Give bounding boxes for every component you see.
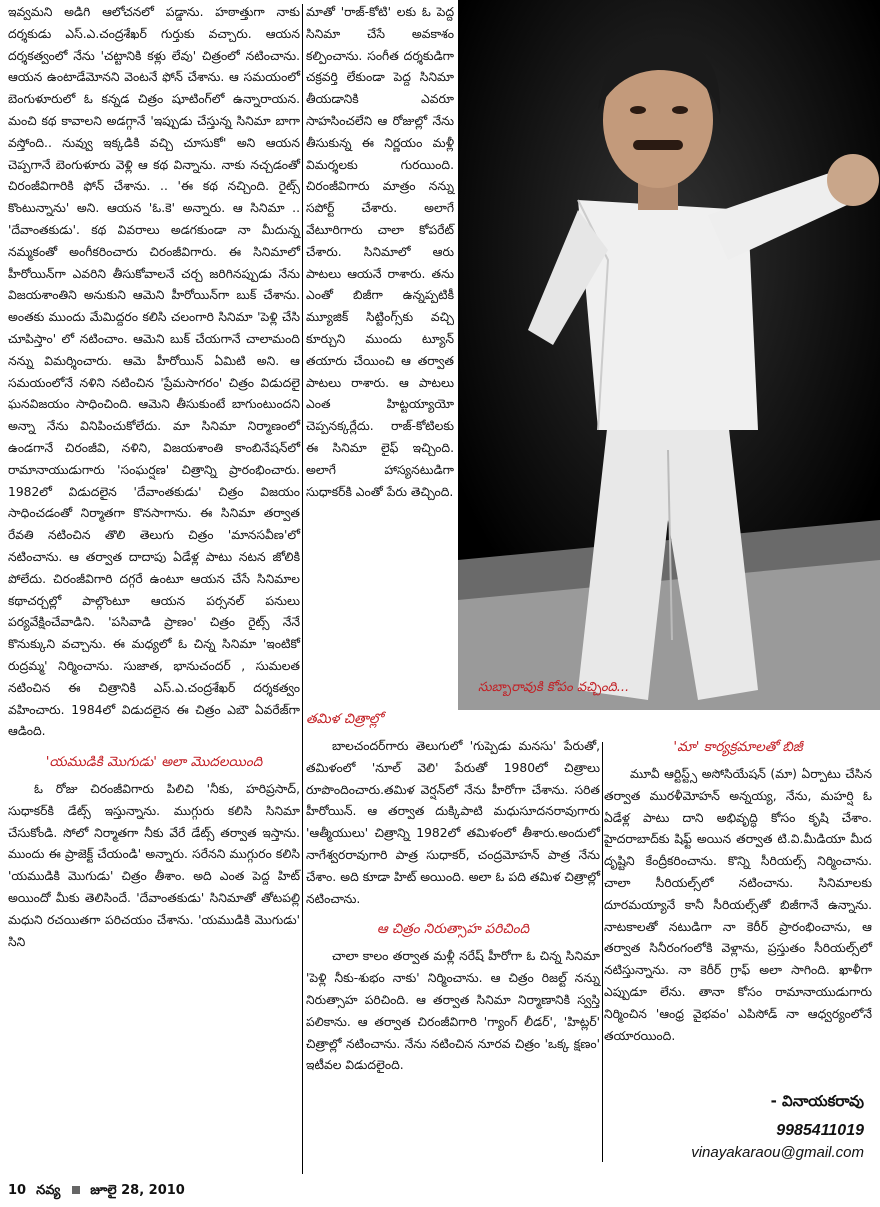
body-paragraph: మాతో 'రాజ్-కోటి' లకు ఓ పెద్ద సినిమా చేసే అవకాశం కల్పించాను. సంగీత దర్శకుడిగా చక్రవర్తి లేకుండా పెద్ద సినిమా తీయడానికి ఎవరూ సాహసించలేని ఆ రోజుల్లో నేను తీసుకున్న ఈ నిర్ణయం మళ్లీ విమర్శలకు గురయింది. చిరంజీవిగారు మాత్రం నన్ను సపోర్ట్ చేశారు. అలాగే వేటూరిగారు చాలా కోపరేట్ చేశారు. సినిమాలో ఆరు పాటలు ఆయనే రాశారు. తను ఎంతో బిజీగా ఉన్నప్పటికీ మ్యూజిక్ సిట్టింగ్స్‌కు వచ్చి కూర్చుని ముందు ట్యూన్ తయారు చేయించి ఆ తర్వాత పాటలు రాశారు. ఆ పాటలు ఎంత హిట్టయ్యాయో చెప్పనక్కర్లేదు. రాజ్-కోటిలకు ఈ సినిమా లైఫ్ ఇచ్చింది. అలాగే హాస్యనటుడిగా సుధాకర్‌కి ఎంతో పేరు తెచ్చింది. xyxy=(306,5,454,499)
author-email: vinayakaraou@gmail.com xyxy=(691,1144,864,1161)
section-heading: 'మా' కార్యక్రమాలతో బిజీ xyxy=(673,739,803,755)
section-heading: 'యముడికి మొగుడు' అలా మొదలయింది xyxy=(45,754,263,771)
column-divider xyxy=(602,742,603,1162)
body-paragraph: బాలచందర్‌గారు తెలుగులో 'గుప్పెడు మనసు' పేరుతో, తమిళంలో 'నూల్ వెలి' పేరుతో 1980లో చిత్రాలు రూపొందించారు.తమిళ వెర్షన్‌లో నేను హీరోగా చేశాను. సరిత హీరోయిన్. ఆ తర్వాత దుక్కిపాటి మధుసూదనరావుగారు 'ఆత్మీయులు' చిత్రాన్ని 1982లో తమిళంలో తీశారు.అందులో నాగేశ్వరరావుగారి పాత్ర సుధాకర్, చంద్రమోహన్ పాత్ర నేను చేశాం. అది కూడా హిట్ అయింది. అలా ఓ పది తమిళ చిత్రాల్లో నటించాను. xyxy=(306,739,600,906)
section-heading: ఆ చిత్రం నిరుత్సాహ పరిచింది xyxy=(376,921,530,938)
page-footer xyxy=(8,1183,195,1201)
magazine-name: నవ్య xyxy=(36,1183,61,1198)
article-column-3 xyxy=(604,740,872,1047)
page-number: 10 xyxy=(8,1183,27,1198)
body-paragraph: చాలా కాలం తర్వాత మళ్లీ నరేష్ హీరోగా ఓ చిన్న సినిమా 'పెళ్లి నీకు-శుభం నాకు' నిర్మించాను. ఆ చిత్రం రిజల్ట్ నన్ను నిరుత్సాహ పరిచింది. ఆ తర్వాత సినిమా నిర్మాణానికి స్వస్తి పలికాను. ఆ తర్వాత చిరంజీవిగారి 'గ్యాంగ్ లీడర్', 'హిట్లర్' చిత్రాల్లో నటించాను. నేను నటించిన నూరవ చిత్రం 'ఒక్క క్షణం' ఇటీవల విడుదలైంది. xyxy=(306,949,600,1073)
column-divider xyxy=(302,4,303,1174)
photo-caption: సుబ్బారావుకి కోపం వచ్చింది... xyxy=(478,680,630,695)
author-phone: 9985411019 xyxy=(776,1122,864,1139)
body-paragraph: ఓ రోజు చిరంజీవిగారు పిలిచి 'నీకు, హరిప్రసాద్, సుధాకర్‌కి డేట్స్ ఇస్తున్నాను. ముగ్గురు కలిసి సినిమా చేసుకోండి. సోలో నిర్మాతగా నీకు వేరే డేట్స్ తర్వాత ఇస్తాను. ముందు ఈ ప్రాజెక్ట్ చేయండి' అన్నారు. సరేనని ముగ్గురం కలిసి 'యముడికి మొగుడు' చిత్రం తీశాం. అది ఎంత పెద్ద హిట్ అయిందో మీకు తెలిసిందే. 'దేవాంతకుడు' సినిమాతో తోటపల్లి మధుని రచయితగా పరిచయం చేశాను. 'యముడికి మొగుడు' సిని xyxy=(8,782,300,949)
article-column-2-lower xyxy=(306,711,600,1077)
actor-photo-illustration xyxy=(458,0,880,710)
separator-square-icon xyxy=(72,1186,80,1194)
actor-photo xyxy=(458,0,880,710)
article-column-1 xyxy=(8,2,300,953)
section-heading: తమిళ చిత్రాల్లో xyxy=(306,711,383,727)
author-signature xyxy=(691,1092,864,1161)
body-paragraph: ఇవ్వమని అడిగి ఆలోచనలో పడ్డాను. హఠాత్తుగా నాకు దర్శకుడు ఎస్.ఎ.చంద్రశేఖర్ గుర్తుకు వచ్చారు. ఆయన దర్శకత్వంలో నేను 'చట్టానికి కళ్లు లేవు' చిత్రంలో నటించాను. ఆయన ఉంటాడేమోనని వెంటనే ఫోన్ చేశాను. ఆ సమయంలో బెంగుళూరులో ఓ కన్నడ చిత్రం షూటింగ్‌లో ఉన్నారాయన. మంచి కథ కావాలని అడగ్గానే 'ఇప్పుడు చేస్తున్న సినిమా బాగా వస్తోంది.. నువ్వు ఇక్కడికి వచ్చి చూసుకో' అని ఆయన చెప్పగానే బెంగుళూరు వెళ్లి ఆ కథ విన్నాను. నాకు నచ్చడంతో చిరంజీవిగారికి ఫోన్ చేశాను. .. 'ఈ కథ నచ్చింది. రైట్స్ కొంటున్నాను' అని. ఆయన 'ఓ.కె' అన్నారు. ఆ సినిమా .. 'దేవాంతకుడు'. కథ వివరాలు అడగకుండా నా మీదున్న నమ్మకంతో అంగీకరించారు చిరంజీవిగారు. ఈ సినిమాలో హీరోయిన్‌గా ఎవరిని తీసుకోవాలనే చర్చ జరిగినప్పుడు నేను విజయశాంతిని అనుకుని ఆమెని హీరోయిన్‌గా బుక్ చేశాను. అంతకు ముందు మేమిద్దరం కలిసి చలంగారి సినిమా 'పెళ్లి చేసి చూపిస్తాం' లో నటించాం. ఆమెని బుక్ చేయగానే చాలామంది నన్ను విమర్శించారు. ఆమె హీరోయిన్ ఏమిటి అని. ఆ సమయంలోనే నళిని నటించిన 'ప్రేమసాగరం' చిత్రం విడుదలై ఘనవిజయం సాధించింది. ఆమెని తీసుకుంటే బాగుంటుందని అన్నా నేను వినిపించుకోలేదు. మా సినిమా నిర్మాణంలో ఉండగానే చిరంజీవి, నళిని, విజయశాంతి కాంబినేషన్‌లో రామానాయుడుగారు 'సంఘర్షణ' చిత్రాన్ని ప్రారంభించారు. 1982లో విడుదలైన 'దేవాంతకుడు' చిత్రం విజయం సాధించడంతో నిర్మాతగా కొనసాగాను. ఈ సినిమా తర్వాత రేవతి నటించిన తొలి తెలుగు చిత్రం 'మానసవీణ'లో నటించాను. ఆ తర్వాత దాదాపు ఏడేళ్ల పాటు నటన జోలికి పోలేదు. చిరంజీవిగారి దగ్గరే ఉంటూ ఆయన చేసే సినిమాల కథాచర్చల్లో పాల్గొంటూ ఆయన పర్సనల్ పనులు పర్యవేక్షించేవాడిని. 'పసివాడి ప్రాణం' చిత్రం రైట్స్ నేనే కొనుక్కుని వచ్చాను. ఈ మధ్యలో ఓ చిన్న సినిమా 'ఇంటికో రుద్రమ్మ' నిర్మించాను. సుజాత, భానుచందర్ , సుమలత నటించిన ఈ చిత్రానికి ఎస్.ఎ.చంద్రశేఖర్ దర్శకత్వం వహించారు. 1984లో విడుదలైన ఈ చిత్రం ఎబౌ ఏవరేజ్‌గా ఆడింది. xyxy=(8,5,300,739)
body-paragraph: మూవీ ఆర్టిస్ట్స్ అసోసియేషన్ (మా) ఏర్పాటు చేసిన తర్వాత మురళీమోహన్ అన్నయ్య, నేను, మహర్షి ఓ ఏడేళ్ల పాటు దాని అభివృద్ధి కోసం కృషి చేశాం. హైదరాబాద్‌కు షిఫ్ట్ అయిన తర్వాత టి.వి.మీడియా మీద దృష్టిని కేంద్రీకరించాను. కొన్ని సీరియల్స్ నిర్మించాను. చాలా సీరియల్స్‌లో నటించాను. సినిమాలకు దూరమయ్యానే కానీ సీరియల్స్‌తో బిజీగానే ఉన్నాను. నాటకాలతో నటుడిగా నా కెరీర్ ప్రారంభించాను, ఆ తర్వాత సినీరంగంలోకి వెళ్లాను, ప్రస్తుతం సీరియల్స్‌లో నటిస్తున్నాను. నా కెరీర్ గ్రాఫ్ అలా సాగింది. ఖాళీగా ఎప్పుడూ లేను. తానా కోసం రామానాయుడుగారు నిర్మించిన 'ఆంధ్ర వైభవం' ఎపిసోడ్ నా ఆధ్వర్యంలోనే తయారయింది. xyxy=(604,767,872,1043)
author-name: - వినాయకరావు xyxy=(770,1092,864,1110)
article-column-2 xyxy=(306,2,454,503)
issue-date: జూలై 28, 2010 xyxy=(90,1183,185,1198)
